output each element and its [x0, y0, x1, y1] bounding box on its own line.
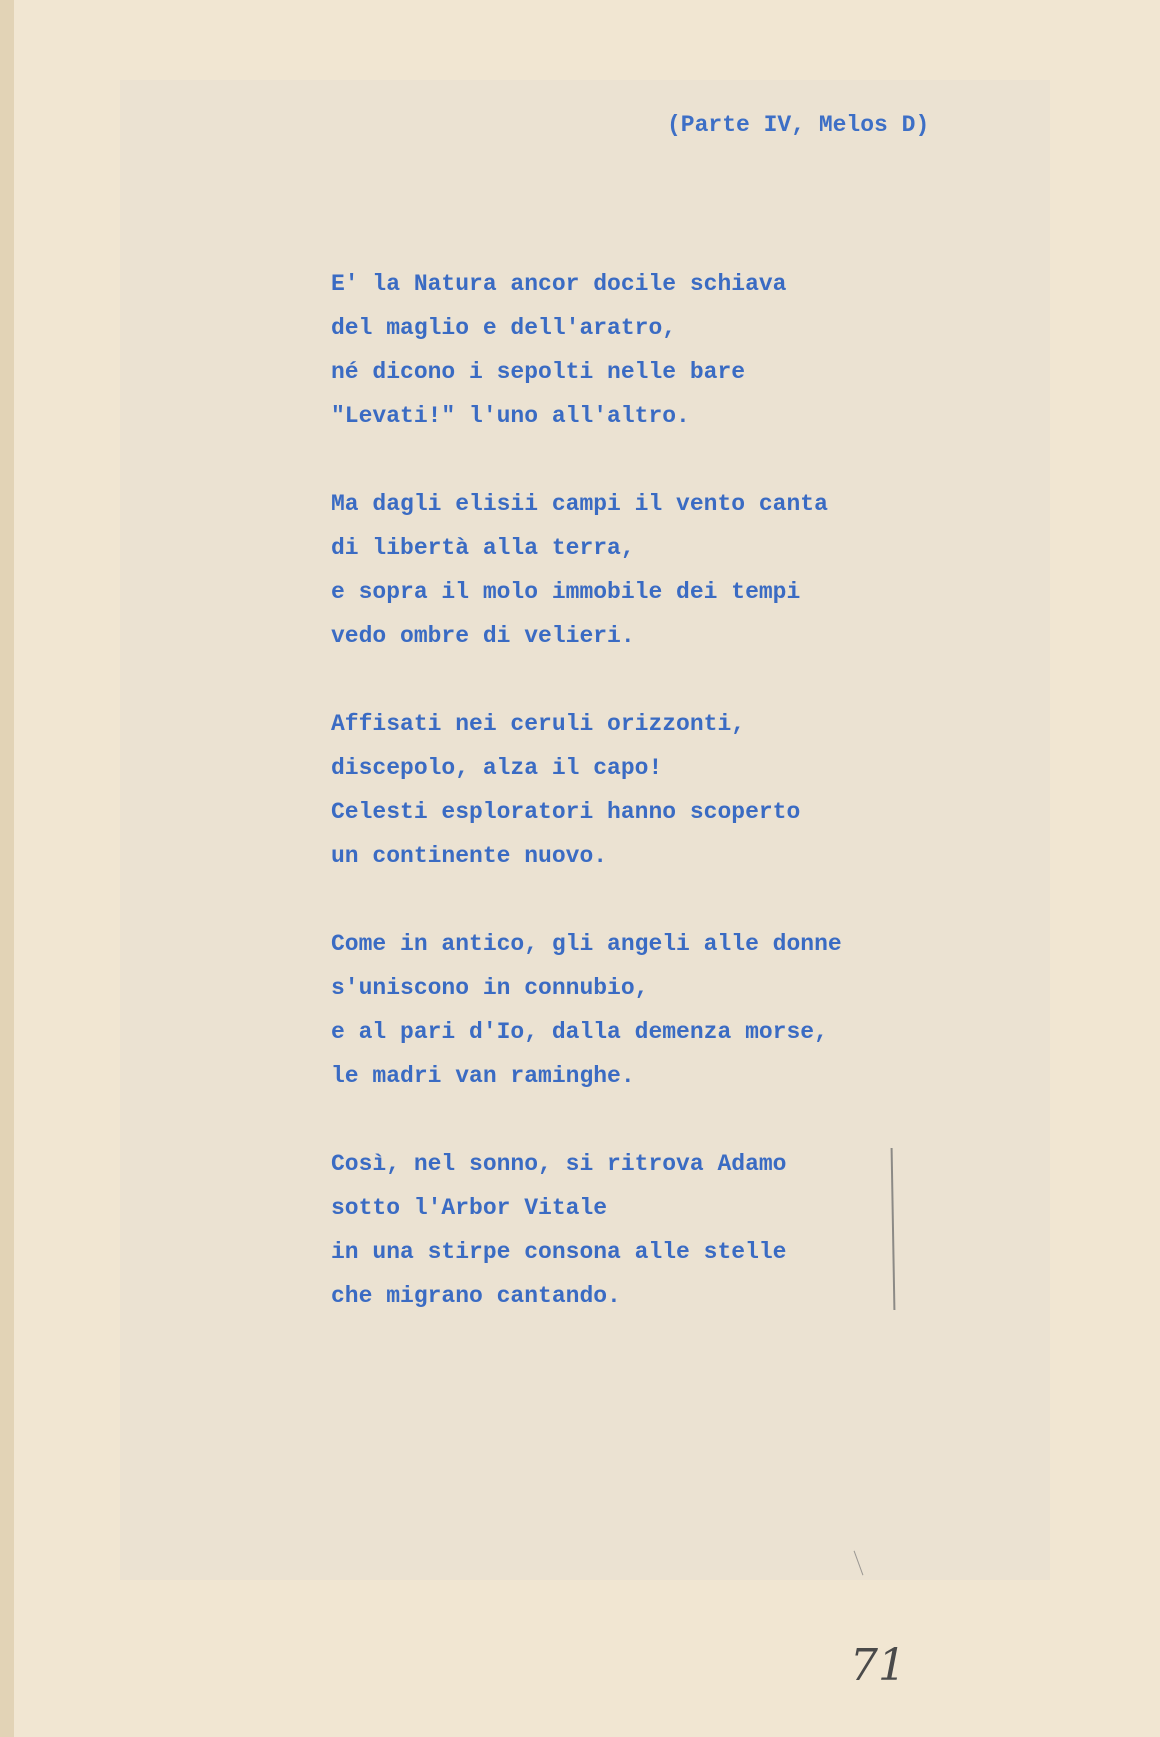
poem-line: né dicono i sepolti nelle bare [331, 359, 746, 385]
poem-line: s'uniscono in connubio, [331, 975, 649, 1001]
stanza [331, 262, 842, 438]
poem-line: un continente nuovo. [331, 843, 608, 869]
stanza [331, 1142, 842, 1318]
poem-line: le madri van raminghe. [331, 1063, 635, 1089]
poem-line: sotto l'Arbor Vitale [331, 1195, 608, 1221]
poem-line: Affisati nei ceruli orizzonti, [331, 711, 746, 737]
paper-edge [0, 0, 14, 1737]
poem-line: discepolo, alza il capo! [331, 755, 663, 781]
poem-line: Così, nel sonno, si ritrova Adamo [331, 1151, 787, 1177]
page-number: 71 [850, 1640, 906, 1691]
poem-line: Ma dagli elisii campi il vento canta [331, 491, 828, 517]
section-heading: (Parte IV, Melos D) [667, 112, 930, 138]
poem-line: di libertà alla terra, [331, 535, 635, 561]
poem-line: e al pari d'Io, dalla demenza morse, [331, 1019, 828, 1045]
stanza [331, 482, 842, 658]
poem-line: in una stirpe consona alle stelle [331, 1239, 787, 1265]
poem-text [331, 262, 842, 1362]
stanza [331, 922, 842, 1098]
poem-line: Celesti esploratori hanno scoperto [331, 799, 801, 825]
poem-line: vedo ombre di velieri. [331, 623, 635, 649]
stanza [331, 702, 842, 878]
poem-line: e sopra il molo immobile dei tempi [331, 579, 801, 605]
poem-line: E' la Natura ancor docile schiava [331, 271, 787, 297]
poem-line: del maglio e dell'aratro, [331, 315, 677, 341]
poem-line: che migrano cantando. [331, 1283, 621, 1309]
poem-line: "Levati!" l'uno all'altro. [331, 403, 690, 429]
poem-line: Come in antico, gli angeli alle donne [331, 931, 842, 957]
